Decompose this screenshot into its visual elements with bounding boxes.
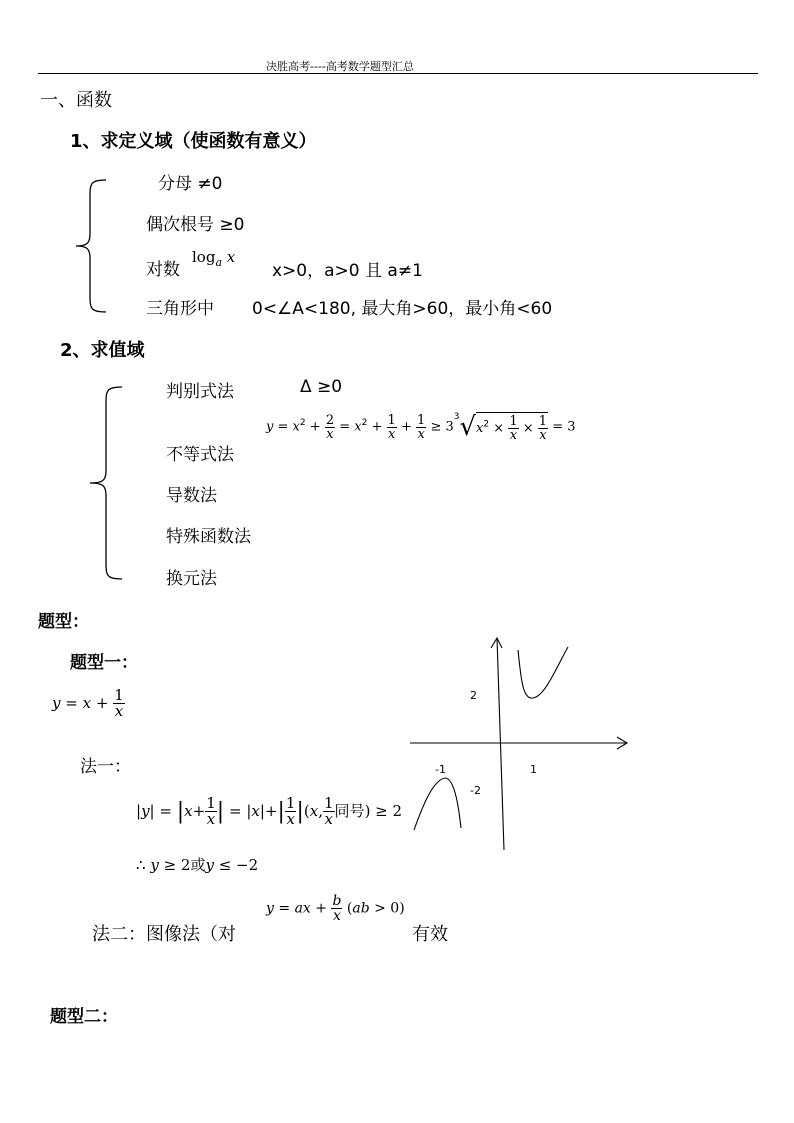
method-inequality: 不等式法 [166,445,234,465]
header-rule [38,73,758,74]
inequality-formula: $y = x^2$ + $\frac{2}{x}$ = $x^2$ + $\frac{1}{x}$ + $\frac{1}{x}$ ≥ $3^3√x^2$ × $\frac{1}{x}$ × $\frac{1}{x}$ = 3 [266,412,576,443]
log-var: x [226,248,236,266]
function-graph [405,630,635,855]
method-discriminant-cond: Δ ≥0 [300,377,343,397]
method2-label: 法二：图像法（对 [92,924,236,945]
rule-denominator: 分母 ≠0 [158,174,223,194]
left-brace-2 [86,385,126,581]
rule-even-root: 偶次根号 ≥0 [146,215,245,235]
log-text: log [192,248,216,266]
log-base: a [215,256,222,269]
method-discriminant: 判别式法 [166,382,234,402]
method-substitution: 换元法 [166,569,217,589]
rule-triangle-condition: 0<∠A<180, 最大角>60，最小角<60 [252,299,553,319]
section-title: 一、函数 [40,90,112,111]
graph-label-1: 1 [530,763,537,776]
left-brace-1 [70,178,110,314]
rule-log-condition: x>0，a>0 且 a≠1 [272,261,423,281]
method2-formula: y = ax + $\frac{b}{x}$ (ab > 0) [266,893,405,924]
method-derivative: 导数法 [166,486,217,506]
method2-suffix: 有效 [412,924,448,945]
method-special-function: 特殊函数法 [166,527,251,547]
method1-formula: |y| = |x+ $\frac{1}{x}$ | = |x|+| $\frac{1}{x}$ |(x, $\frac{1}{x}$ 同号) ≥ 2 [136,794,403,828]
header-title: 决胜高考----高考数学题型汇总 [266,60,414,73]
method1-label: 法一： [80,757,131,777]
method1-conclusion: ∴ y ≥ 2或y ≤ −2 [136,856,259,874]
part2-title: 2、求值域 [60,340,145,361]
rule-triangle-label: 三角形中 [146,299,214,319]
log-expression [192,248,235,269]
graph-label-2: 2 [470,689,477,702]
problems-title: 题型： [38,612,89,632]
graph-label-neg2: -2 [470,784,481,797]
type1-function: y = x + $\frac{1}{x}$ [52,686,124,720]
rule-log-label: 对数 [146,260,180,280]
part1-title: 1、求定义域（使函数有意义） [70,131,317,152]
type2-title: 题型二： [50,1007,118,1027]
graph-label-neg1: -1 [435,763,446,776]
type1-title: 题型一： [70,653,138,673]
